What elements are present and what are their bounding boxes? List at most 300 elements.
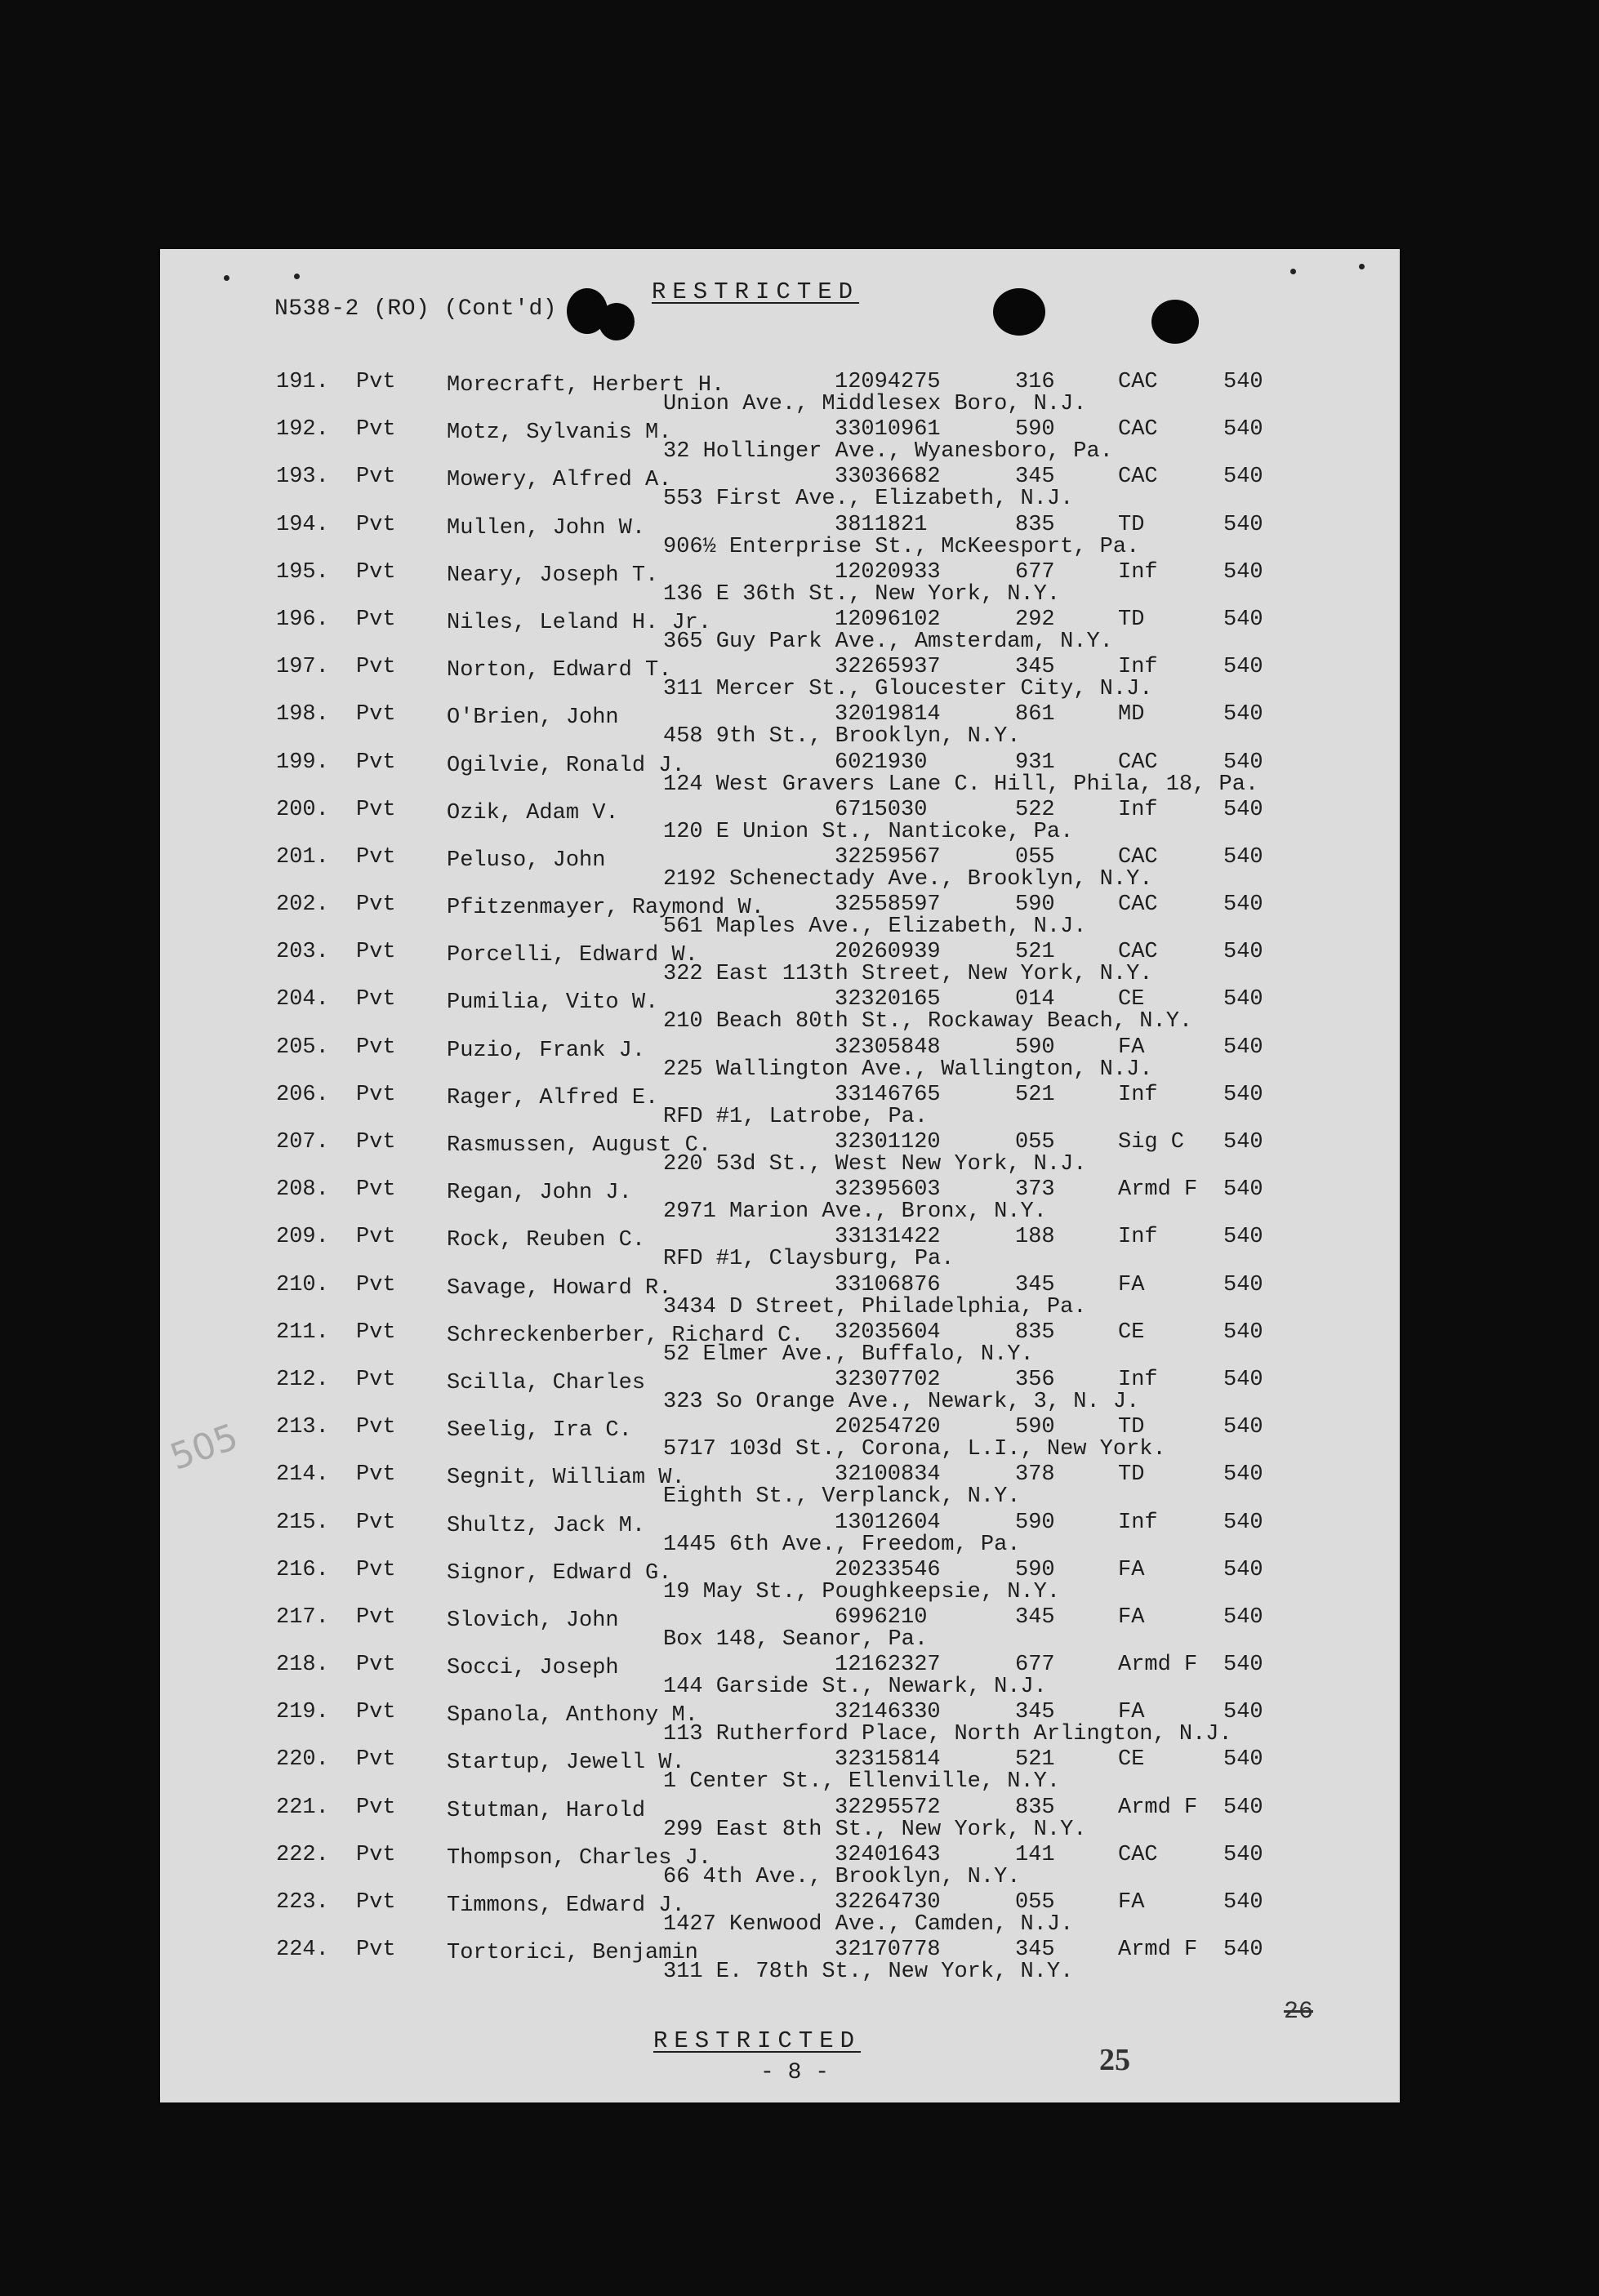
entry-branch: FA: [1118, 1604, 1145, 1630]
entry-branch: CAC: [1118, 370, 1158, 394]
entry-address: 32 Hollinger Ave., Wyanesboro, Pa.: [663, 439, 1113, 465]
entry-number: 202.: [276, 892, 329, 918]
roster-row: [160, 798, 1400, 845]
entry-name: Stutman, Harold: [447, 1798, 646, 1823]
entry-address: 210 Beach 80th St., Rockaway Beach, N.Y.: [663, 1009, 1193, 1035]
entry-address: 120 E Union St., Nanticoke, Pa.: [663, 819, 1074, 844]
entry-code: 356: [1015, 1367, 1055, 1392]
roster-row: [160, 1130, 1400, 1177]
entry-unit: 540: [1223, 1890, 1263, 1915]
roster-row: [160, 1795, 1400, 1843]
document-reference: N538-2 (RO) (Cont'd): [274, 296, 558, 322]
entry-code: 378: [1015, 1462, 1055, 1488]
entry-address: 906½ Enterprise St., McKeesport, Pa.: [663, 534, 1140, 559]
entry-unit: 540: [1223, 940, 1263, 965]
roster-row: [160, 1653, 1400, 1700]
entry-code: 521: [1015, 1082, 1055, 1107]
entry-branch: Inf: [1118, 559, 1158, 585]
entry-address: RFD #1, Latrobe, Pa.: [663, 1104, 929, 1129]
entry-number: 213.: [276, 1415, 329, 1440]
entry-unit: 540: [1223, 1653, 1263, 1678]
roster-row: [160, 1368, 1400, 1415]
entry-name: Savage, Howard R.: [447, 1275, 672, 1301]
entry-address: 124 West Gravers Lane C. Hill, Phila, 18, Pa.: [663, 772, 1259, 797]
entry-branch: CAC: [1118, 750, 1158, 775]
entry-branch: Inf: [1118, 1225, 1158, 1250]
entry-rank: Pvt: [356, 1700, 396, 1725]
entry-serial-number: 33146765: [835, 1082, 941, 1107]
entry-unit: 540: [1223, 559, 1263, 585]
page-dot: [1359, 264, 1365, 269]
roster-row: [160, 1890, 1400, 1938]
roster-row: [160, 1700, 1400, 1747]
entry-unit: 540: [1223, 1747, 1263, 1773]
entry-code: 316: [1015, 370, 1055, 394]
entry-rank: Pvt: [356, 607, 396, 632]
document-page: [160, 249, 1400, 2102]
entry-unit: 540: [1223, 655, 1263, 680]
entry-rank: Pvt: [356, 844, 396, 870]
entry-address: RFD #1, Claysburg, Pa.: [663, 1247, 955, 1272]
entry-name: Shultz, Jack M.: [447, 1513, 646, 1538]
entry-number: 191.: [276, 370, 329, 394]
entry-branch: Armd F: [1118, 1938, 1198, 1963]
entry-code: 055: [1015, 1130, 1055, 1155]
entry-code: 345: [1015, 465, 1055, 490]
entry-name: Schreckenberber, Richard C.: [447, 1323, 804, 1348]
entry-address: 19 May St., Poughkeepsie, N.Y.: [663, 1579, 1061, 1604]
entry-serial-number: 12020933: [835, 559, 941, 585]
entry-name: Mullen, John W.: [447, 515, 646, 541]
entry-name: Morecraft, Herbert H.: [447, 373, 725, 398]
entry-number: 194.: [276, 512, 329, 537]
entry-unit: 540: [1223, 750, 1263, 775]
entry-serial-number: 32558597: [835, 892, 941, 918]
entry-number: 210.: [276, 1272, 329, 1297]
entry-number: 216.: [276, 1557, 329, 1582]
entry-name: Ogilvie, Ronald J.: [447, 753, 685, 778]
entry-address: 365 Guy Park Ave., Amsterdam, N.Y.: [663, 629, 1113, 654]
entry-serial-number: 32019814: [835, 702, 941, 728]
entry-number: 209.: [276, 1225, 329, 1250]
entry-code: 055: [1015, 1890, 1055, 1915]
entry-branch: CE: [1118, 987, 1145, 1012]
entry-code: 055: [1015, 844, 1055, 870]
page-dot: [1290, 269, 1296, 274]
entry-branch: Armd F: [1118, 1795, 1198, 1820]
entry-rank: Pvt: [356, 655, 396, 680]
entry-code: 522: [1015, 797, 1055, 822]
stamped-number: 25: [1099, 2043, 1130, 2077]
entry-rank: Pvt: [356, 797, 396, 822]
entry-branch: Armd F: [1118, 1653, 1198, 1678]
entry-branch: CAC: [1118, 844, 1158, 870]
entry-unit: 540: [1223, 607, 1263, 632]
entry-address: 3434 D Street, Philadelphia, Pa.: [663, 1294, 1087, 1319]
entry-branch: Sig C: [1118, 1130, 1185, 1155]
ink-blot: [1151, 300, 1199, 344]
entry-serial-number: 32100834: [835, 1462, 941, 1488]
roster-row: [160, 987, 1400, 1035]
entry-number: 207.: [276, 1130, 329, 1155]
entry-rank: Pvt: [356, 559, 396, 585]
entry-branch: TD: [1118, 512, 1145, 537]
entry-unit: 540: [1223, 892, 1263, 918]
entry-number: 208.: [276, 1177, 329, 1203]
entry-serial-number: 32305848: [835, 1035, 941, 1060]
roster-row: [160, 1605, 1400, 1653]
entry-rank: Pvt: [356, 512, 396, 537]
entry-number: 214.: [276, 1462, 329, 1488]
entry-number: 212.: [276, 1367, 329, 1392]
entry-number: 203.: [276, 940, 329, 965]
roster-row: [160, 1035, 1400, 1083]
entry-rank: Pvt: [356, 750, 396, 775]
entry-name: Signor, Edward G.: [447, 1560, 672, 1586]
entry-branch: TD: [1118, 1415, 1145, 1440]
entry-name: Mowery, Alfred A.: [447, 468, 672, 493]
entry-serial-number: 6715030: [835, 797, 928, 822]
entry-unit: 540: [1223, 512, 1263, 537]
entry-name: O'Brien, John: [447, 705, 619, 731]
entry-address: 299 East 8th St., New York, N.Y.: [663, 1817, 1087, 1842]
entry-serial-number: 33036682: [835, 465, 941, 490]
entry-code: 590: [1015, 892, 1055, 918]
entry-unit: 540: [1223, 417, 1263, 443]
entry-unit: 540: [1223, 1604, 1263, 1630]
roster-row: [160, 1843, 1400, 1890]
entry-code: 188: [1015, 1225, 1055, 1250]
entry-serial-number: 33131422: [835, 1225, 941, 1250]
entry-rank: Pvt: [356, 1938, 396, 1963]
entry-unit: 540: [1223, 1842, 1263, 1867]
entry-serial-number: 6996210: [835, 1604, 928, 1630]
restricted-footer: RESTRICTED: [653, 2027, 862, 2054]
entry-name: Niles, Leland H. Jr.: [447, 610, 712, 635]
entry-serial-number: 32259567: [835, 844, 941, 870]
entry-name: Motz, Sylvanis M.: [447, 420, 672, 446]
entry-rank: Pvt: [356, 1225, 396, 1250]
entry-branch: Inf: [1118, 1367, 1158, 1392]
entry-rank: Pvt: [356, 702, 396, 728]
entry-rank: Pvt: [356, 1890, 396, 1915]
entry-unit: 540: [1223, 1795, 1263, 1820]
entry-serial-number: 33106876: [835, 1272, 941, 1297]
entry-rank: Pvt: [356, 370, 396, 394]
page-dot: [224, 275, 229, 281]
entry-name: Puzio, Frank J.: [447, 1038, 646, 1063]
entry-code: 373: [1015, 1177, 1055, 1203]
entry-code: 590: [1015, 1557, 1055, 1582]
entry-unit: 540: [1223, 1272, 1263, 1297]
entry-name: Slovich, John: [447, 1608, 619, 1633]
entry-branch: Inf: [1118, 797, 1158, 822]
entry-name: Rock, Reuben C.: [447, 1228, 646, 1253]
entry-branch: Inf: [1118, 1510, 1158, 1535]
roster-row: [160, 465, 1400, 512]
entry-address: 311 Mercer St., Gloucester City, N.J.: [663, 677, 1153, 702]
entry-unit: 540: [1223, 1415, 1263, 1440]
entry-branch: CAC: [1118, 1842, 1158, 1867]
entry-number: 218.: [276, 1653, 329, 1678]
entry-unit: 540: [1223, 1225, 1263, 1250]
entry-rank: Pvt: [356, 1035, 396, 1060]
entry-name: Scilla, Charles: [447, 1370, 646, 1395]
entry-name: Norton, Edward T.: [447, 658, 672, 683]
entry-number: 219.: [276, 1700, 329, 1725]
entry-branch: CAC: [1118, 417, 1158, 443]
entry-unit: 540: [1223, 1938, 1263, 1963]
roster-row: [160, 1938, 1400, 1985]
roster-row: [160, 1320, 1400, 1368]
entry-code: 590: [1015, 1035, 1055, 1060]
entry-code: 345: [1015, 1938, 1055, 1963]
entry-serial-number: 20254720: [835, 1415, 941, 1440]
entry-name: Peluso, John: [447, 848, 606, 873]
entry-code: 590: [1015, 1510, 1055, 1535]
entry-number: 222.: [276, 1842, 329, 1867]
entry-address: 2192 Schenectady Ave., Brooklyn, N.Y.: [663, 866, 1153, 892]
entry-serial-number: 32035604: [835, 1319, 941, 1345]
entry-address: 52 Elmer Ave., Buffalo, N.Y.: [663, 1342, 1034, 1367]
entry-address: 323 So Orange Ave., Newark, 3, N. J.: [663, 1389, 1140, 1414]
entry-branch: FA: [1118, 1035, 1145, 1060]
entry-name: Startup, Jewell W.: [447, 1751, 685, 1776]
entry-branch: TD: [1118, 607, 1145, 632]
entry-rank: Pvt: [356, 465, 396, 490]
entry-serial-number: 12096102: [835, 607, 941, 632]
roster-row: [160, 513, 1400, 560]
entry-rank: Pvt: [356, 1415, 396, 1440]
entry-serial-number: 32401643: [835, 1842, 941, 1867]
restricted-header: RESTRICTED: [652, 278, 860, 305]
entry-branch: FA: [1118, 1700, 1145, 1725]
entry-number: 217.: [276, 1604, 329, 1630]
entry-rank: Pvt: [356, 987, 396, 1012]
entry-serial-number: 3811821: [835, 512, 928, 537]
entry-branch: Inf: [1118, 655, 1158, 680]
entry-code: 345: [1015, 1272, 1055, 1297]
page-number: - 8 -: [760, 2060, 830, 2085]
entry-address: Box 148, Seanor, Pa.: [663, 1626, 929, 1652]
entry-number: 200.: [276, 797, 329, 822]
entry-unit: 540: [1223, 797, 1263, 822]
entry-serial-number: 32265937: [835, 655, 941, 680]
entry-rank: Pvt: [356, 940, 396, 965]
entry-name: Neary, Joseph T.: [447, 563, 659, 588]
roster-row: [160, 655, 1400, 702]
entry-code: 835: [1015, 1795, 1055, 1820]
entry-serial-number: 32170778: [835, 1938, 941, 1963]
roster-row: [160, 1225, 1400, 1272]
entry-code: 677: [1015, 559, 1055, 585]
entry-number: 196.: [276, 607, 329, 632]
entry-address: 225 Wallington Ave., Wallington, N.J.: [663, 1057, 1153, 1082]
entry-address: 458 9th St., Brooklyn, N.Y.: [663, 724, 1021, 750]
entry-code: 835: [1015, 512, 1055, 537]
entry-number: 223.: [276, 1890, 329, 1915]
entry-rank: Pvt: [356, 1747, 396, 1773]
entry-rank: Pvt: [356, 1795, 396, 1820]
entry-address: Eighth St., Verplanck, N.Y.: [663, 1484, 1021, 1510]
entry-rank: Pvt: [356, 417, 396, 443]
entry-unit: 540: [1223, 1557, 1263, 1582]
entry-number: 193.: [276, 465, 329, 490]
entry-serial-number: 32395603: [835, 1177, 941, 1203]
entry-rank: Pvt: [356, 1367, 396, 1392]
entry-address: 561 Maples Ave., Elizabeth, N.J.: [663, 914, 1087, 940]
entry-unit: 540: [1223, 1035, 1263, 1060]
roster-row: [160, 940, 1400, 987]
entry-rank: Pvt: [356, 892, 396, 918]
entry-name: Pumilia, Vito W.: [447, 990, 659, 1016]
entry-serial-number: 32295572: [835, 1795, 941, 1820]
entry-address: 5717 103d St., Corona, L.I., New York.: [663, 1437, 1166, 1462]
entry-code: 590: [1015, 417, 1055, 443]
entry-code: 345: [1015, 655, 1055, 680]
ink-blot: [993, 288, 1045, 336]
entry-name: Rager, Alfred E.: [447, 1085, 659, 1110]
entry-number: 206.: [276, 1082, 329, 1107]
entry-serial-number: 32146330: [835, 1700, 941, 1725]
entry-code: 292: [1015, 607, 1055, 632]
entry-serial-number: 13012604: [835, 1510, 941, 1535]
entry-serial-number: 32307702: [835, 1367, 941, 1392]
roster-row: [160, 1177, 1400, 1225]
handwritten-margin-note: 505: [164, 1416, 244, 1479]
entry-unit: 540: [1223, 987, 1263, 1012]
entry-rank: Pvt: [356, 1462, 396, 1488]
roster-row: [160, 1415, 1400, 1462]
entry-unit: 540: [1223, 1367, 1263, 1392]
entry-rank: Pvt: [356, 1319, 396, 1345]
roster-row: [160, 750, 1400, 798]
entry-name: Ozik, Adam V.: [447, 800, 619, 825]
entry-unit: 540: [1223, 1700, 1263, 1725]
entry-number: 221.: [276, 1795, 329, 1820]
entry-branch: FA: [1118, 1890, 1145, 1915]
entry-unit: 540: [1223, 1082, 1263, 1107]
entry-rank: Pvt: [356, 1510, 396, 1535]
roster-row: [160, 1462, 1400, 1510]
roster-list: [160, 370, 1400, 1985]
entry-branch: TD: [1118, 1462, 1145, 1488]
entry-address: 113 Rutherford Place, North Arlington, N.J.: [663, 1722, 1232, 1747]
entry-address: Union Ave., Middlesex Boro, N.J.: [663, 392, 1087, 416]
roster-row: [160, 1273, 1400, 1320]
entry-number: 224.: [276, 1938, 329, 1963]
entry-unit: 540: [1223, 1319, 1263, 1345]
entry-branch: Armd F: [1118, 1177, 1198, 1203]
entry-number: 201.: [276, 844, 329, 870]
entry-branch: FA: [1118, 1272, 1145, 1297]
roster-row: [160, 845, 1400, 892]
entry-code: 861: [1015, 702, 1055, 728]
entry-unit: 540: [1223, 1462, 1263, 1488]
entry-name: Rasmussen, August C.: [447, 1133, 712, 1158]
entry-code: 345: [1015, 1604, 1055, 1630]
entry-unit: 540: [1223, 1130, 1263, 1155]
roster-row: [160, 607, 1400, 655]
entry-address: 311 E. 78th St., New York, N.Y.: [663, 1960, 1074, 1985]
entry-unit: 540: [1223, 1510, 1263, 1535]
entry-unit: 540: [1223, 465, 1263, 490]
entry-name: Segnit, William W.: [447, 1466, 685, 1491]
entry-rank: Pvt: [356, 1653, 396, 1678]
entry-serial-number: 20260939: [835, 940, 941, 965]
entry-code: 141: [1015, 1842, 1055, 1867]
entry-code: 014: [1015, 987, 1055, 1012]
entry-number: 197.: [276, 655, 329, 680]
roster-row: [160, 1747, 1400, 1795]
entry-rank: Pvt: [356, 1842, 396, 1867]
entry-unit: 540: [1223, 370, 1263, 394]
entry-number: 199.: [276, 750, 329, 775]
page-dot: [294, 274, 300, 279]
entry-name: Pfitzenmayer, Raymond W.: [447, 896, 764, 921]
entry-address: 1427 Kenwood Ave., Camden, N.J.: [663, 1912, 1074, 1937]
entry-address: 322 East 113th Street, New York, N.Y.: [663, 962, 1153, 987]
entry-address: 144 Garside St., Newark, N.J.: [663, 1675, 1047, 1700]
entry-branch: FA: [1118, 1557, 1145, 1582]
entry-rank: Pvt: [356, 1604, 396, 1630]
entry-number: 211.: [276, 1319, 329, 1345]
entry-address: 1 Center St., Ellenville, N.Y.: [663, 1769, 1061, 1795]
entry-address: 66 4th Ave., Brooklyn, N.Y.: [663, 1864, 1021, 1889]
entry-branch: CE: [1118, 1747, 1145, 1773]
entry-code: 521: [1015, 1747, 1055, 1773]
entry-serial-number: 32264730: [835, 1890, 941, 1915]
entry-rank: Pvt: [356, 1557, 396, 1582]
entry-serial-number: 12162327: [835, 1653, 941, 1678]
entry-branch: CE: [1118, 1319, 1145, 1345]
entry-branch: Inf: [1118, 1082, 1158, 1107]
entry-number: 195.: [276, 559, 329, 585]
entry-code: 677: [1015, 1653, 1055, 1678]
entry-address: 220 53d St., West New York, N.J.: [663, 1152, 1087, 1177]
roster-row: [160, 702, 1400, 750]
crossed-out-number: 26: [1284, 1998, 1314, 2026]
entry-address: 553 First Ave., Elizabeth, N.J.: [663, 487, 1074, 512]
entry-address: 1445 6th Ave., Freedom, Pa.: [663, 1532, 1021, 1557]
entry-number: 198.: [276, 702, 329, 728]
entry-serial-number: 33010961: [835, 417, 941, 443]
entry-unit: 540: [1223, 1177, 1263, 1203]
entry-serial-number: 32301120: [835, 1130, 941, 1155]
entry-code: 931: [1015, 750, 1055, 775]
roster-row: [160, 370, 1400, 417]
entry-rank: Pvt: [356, 1272, 396, 1297]
entry-rank: Pvt: [356, 1177, 396, 1203]
entry-address: 136 E 36th St., New York, N.Y.: [663, 581, 1061, 607]
roster-row: [160, 1511, 1400, 1558]
entry-unit: 540: [1223, 844, 1263, 870]
roster-row: [160, 1558, 1400, 1605]
entry-name: Tortorici, Benjamin: [447, 1941, 698, 1966]
entry-code: 345: [1015, 1700, 1055, 1725]
entry-branch: CAC: [1118, 465, 1158, 490]
entry-serial-number: 32320165: [835, 987, 941, 1012]
entry-name: Seelig, Ira C.: [447, 1418, 632, 1444]
roster-row: [160, 1083, 1400, 1130]
entry-serial-number: 6021930: [835, 750, 928, 775]
entry-address: 2971 Marion Ave., Bronx, N.Y.: [663, 1199, 1047, 1225]
entry-name: Spanola, Anthony M.: [447, 1703, 698, 1729]
roster-row: [160, 892, 1400, 940]
entry-rank: Pvt: [356, 1082, 396, 1107]
entry-name: Socci, Joseph: [447, 1656, 619, 1681]
entry-number: 215.: [276, 1510, 329, 1535]
